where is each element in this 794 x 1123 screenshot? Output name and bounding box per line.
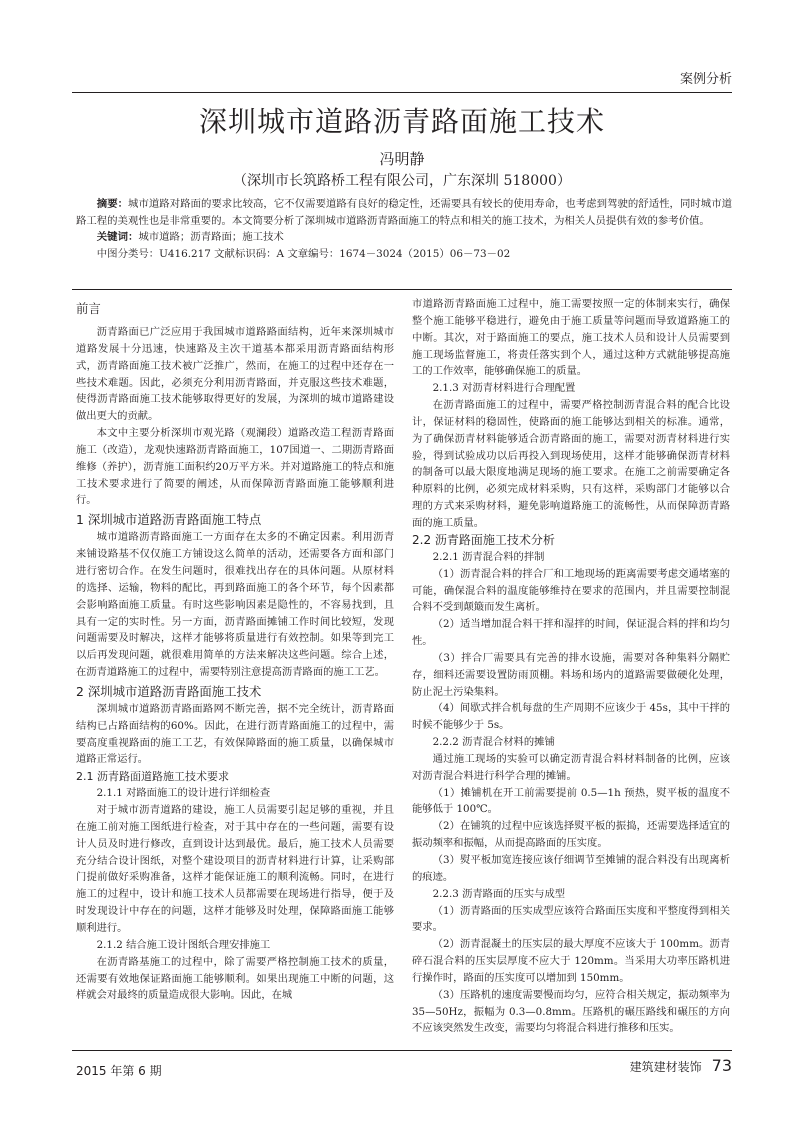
keywords-text: 城市道路；沥青路面；施工技术 — [138, 231, 284, 243]
author: 冯明静 — [379, 150, 425, 168]
journal-name: 建筑建材装饰 — [629, 1060, 702, 1074]
heading-section-1: 1 深圳城市道路沥青路面施工特点 — [76, 512, 262, 528]
heading-section-2-1-2: 2.1.2 结合施工设计图纸合理安排施工 — [96, 938, 271, 951]
paragraph: 城市道路沥青路面施工一方面存在太多的不确定因素。利用沥青来铺设路基不仅仅施工方铺设这么简单的活动，还需要各方面和部门进行密切合作。在发生问题时，很难找出存在的具体问题。从原材料的选择、运输，物料的配比，再到路面施工的各个环节，每个因素都会影响路面施工质量。有时这些影响因素是隐性的，不容易找到，且具有一定的实时性。另一方面，沥青路面摊铺工作时间比较短，发现问题需要及时解决，这样才能够将质量进行有效控制。如果等到完工以后再发现问题，就很难用简单的方法来解决这些问题。综合上述，在沥青道路施工的过程中，需要特别注意提高沥青路面的施工工艺。 — [76, 531, 394, 679]
heading-section-2-2-3: 2.2.3 沥青路面的压实与成型 — [432, 887, 566, 900]
footer-rule — [72, 1050, 732, 1051]
paragraph: （2）沥青混凝土的压实层的最大厚度不应该大于 100mm。沥青碎石混合料的压实层厚度不应大于 120mm。当采用大功率压路机进行操作时，路面的压实度可以增加到 150mm。 — [412, 938, 730, 984]
paragraph: （1）摊铺机在开工前需要提前 0.5—1h 预热，熨平板的温度不能够低于 100℃。 — [412, 786, 730, 816]
paragraph: （3）熨平板加宽连接应该仔细调节至摊铺的混合料没有出现离析的痕迹。 — [412, 854, 730, 883]
heading-section-2-2-2: 2.2.2 沥青混合材料的摊铺 — [432, 736, 555, 749]
left-column — [76, 296, 394, 1046]
classification: 中图分类号：U416.217 文献标识码：A 文章编号：1674－3024（2015）06－73－02 — [96, 247, 511, 260]
paragraph: 深圳城市道路沥青路面路网不断完善，据不完全统计，沥青路面结构已占路面结构的60%。因此，在进行沥青路面施工的过程中，需要高度重视路面的施工工艺，有效保障路面的施工质量，以确保城市道路正常运行。 — [76, 702, 394, 766]
heading-section-2-1: 2.1 沥青路面道路施工技术要求 — [76, 770, 229, 784]
header-rule — [72, 92, 732, 93]
paragraph: （1）沥青混合料的拌合厂和工地现场的距离需要考虑交通堵塞的可能，确保混合料的温度能够维持在要求的范围内，并且需要控制混合料不受到颠簸而发生离析。 — [412, 567, 730, 614]
abstract-rule — [72, 289, 732, 290]
paragraph: （2）在铺筑的过程中应该选择熨平板的振捣，还需要选择适宜的振动频率和振幅，从而提高路面的压实度。 — [412, 820, 730, 850]
paragraph: 在沥青路面施工的过程中，需要严格控制沥青混合料的配合比设计，保证材料的稳固性，使路面的施工能够达到相关的标准。通常，为了确保沥青材料能够适合沥青路面的施工，需要对沥青材料进行实验，得到试验成功以后再投入到现场使用，这样才能够确保沥青材料的制备可以最大限度地满足现场的施工要求。在施工之前需要确定各种原料的比例，必须完成材料采购，只有这样，采购部门才能够以合理的方式来采购材料，避免影响道路施工的流畅性，从而保障沥青路面的施工质量。 — [412, 399, 730, 529]
right-column — [412, 296, 730, 1046]
paragraph: 在沥青路基施工的过程中，除了需要严格控制施工技术的质量，还需要有效地保证路面施工能够顺利。如果出现施工中断的问题，这样就会对最终的质量造成很大影响。因此，在城 — [76, 955, 394, 1002]
paragraph: 市道路沥青路面施工过程中，施工需要按照一定的体制来实行，确保整个施工能够平稳进行，避免由于施工质量等问题而导致道路施工的中断。其次，对于路面施工的要点，施工技术人员和设计人员需要到施工现场监督施工，将责任落实到个人，通过这种方式就能够提高施工的工作效率，能够确保施工的质量。 — [412, 298, 730, 378]
paragraph: （4）间歇式拌合机每盘的生产周期不应该少于 45s，其中干拌的时候不能够少于 5s。 — [412, 702, 730, 732]
paragraph: 对于城市沥青道路的建设，施工人员需要引起足够的重视，并且在施工前对施工图纸进行检查，对于其中存在的一些问题，需要有设计人员及时进行修改，直到设计达到最优。最后，施工技术人员需要充分结合设计图纸，对整个建设项目的沥青材料进行计算，让采购部门提前做好采购准备，这样才能保证施工的顺利流畅。同时，在进行施工的过程中，设计和施工技术人员都需要在现场进行指导，便于及时发现设计中存在的问题，这样才能够及时处理，保障路面施工能够顺利进行。 — [76, 804, 394, 934]
keywords-label: 关键词： — [96, 231, 139, 243]
page-number: 73 — [711, 1056, 732, 1075]
keywords — [76, 229, 732, 246]
footer-journal — [630, 1056, 732, 1075]
abstract-text: 城市道路对路面的要求比较高，它不仅需要道路有良好的稳定性，还需要具有较长的使用寿命，也考虑到驾驶的舒适性，同时城市道路工程的美观性也是非常重要的。本文简要分析了深圳城市道路沥青路面施工的特点和相关的施工技术，为相关人员提供有效的参考价值。 — [76, 198, 733, 227]
abstract — [76, 196, 732, 229]
paragraph: 通过施工现场的实验可以确定沥青混合料材料制备的比例，应该对沥青混合料进行科学合理的摊铺。 — [412, 752, 730, 782]
issue-label: 2015 年第 6 期 — [76, 1064, 162, 1078]
section-label: 案例分析 — [679, 72, 732, 87]
article-title: 深圳城市道路沥青路面施工技术 — [198, 105, 605, 138]
heading-section-2-1-3: 2.1.3 对沥青材料进行合理配置 — [432, 382, 576, 395]
heading-section-2-1-1: 2.1.1 对路面施工的设计进行详细检查 — [96, 787, 271, 800]
abstract-label: 摘要： — [96, 198, 129, 210]
heading-section-2: 2 深圳城市道路沥青路面施工技术 — [76, 683, 262, 699]
heading-preface: 前言 — [76, 301, 101, 316]
paragraph: 本文中主要分析深圳市观光路（观澜段）道路改造工程沥青路面施工（改造），龙观快速路沥青路面施工，107国道一、二期沥青路面维修（养护），沥青施工面积约20万平方米。并对道路施工的特点和施工技术要求进行了简要的阐述，从而保障沥青路面施工能够顺利进行。 — [76, 427, 394, 507]
paragraph: 沥青路面已广泛应用于我国城市道路路面结构，近年来深圳城市道路发展十分迅速，快速路及主次干道基本都采用沥青路面结构形式，沥青路面施工技术被广泛推广，然而，在施工的过程中还存在一些技术难题。因此，必须充分利用沥青路面，并克服这些技术难题，使得沥青路面施工技术能够取得更好的发展，为深圳的城市道路建设做出更大的贡献。 — [76, 326, 394, 423]
paragraph: （3）压路机的速度需要慢而均匀，应符合相关规定，振动频率为 35—50Hz，振幅为 0.3—0.8mm。压路机的碾压路线和碾压的方向不应该突然发生改变，需要均匀将混合料进行推移和压实。 — [412, 988, 730, 1035]
paragraph: （3）拌合厂需要具有完善的排水设施，需要对各种集料分隔贮存，细料还需要设置防雨顶棚。料场和场内的道路需要做硬化处理，防止泥土污染集料。 — [412, 651, 730, 698]
heading-section-2-2-1: 2.2.1 沥青混合料的拌制 — [432, 550, 545, 563]
paragraph: （1）沥青路面的压实成型应该符合路面压实度和平整度得到相关要求。 — [412, 904, 730, 934]
heading-section-2-2: 2.2 沥青路面施工技术分析 — [412, 532, 555, 547]
affiliation: （深圳市长筑路桥工程有限公司，广东深圳 518000） — [233, 173, 571, 189]
abstract-block — [76, 196, 732, 262]
paragraph: （2）适当增加混合料干拌和湿拌的时间，保证混合料的拌和均匀性。 — [412, 618, 730, 648]
